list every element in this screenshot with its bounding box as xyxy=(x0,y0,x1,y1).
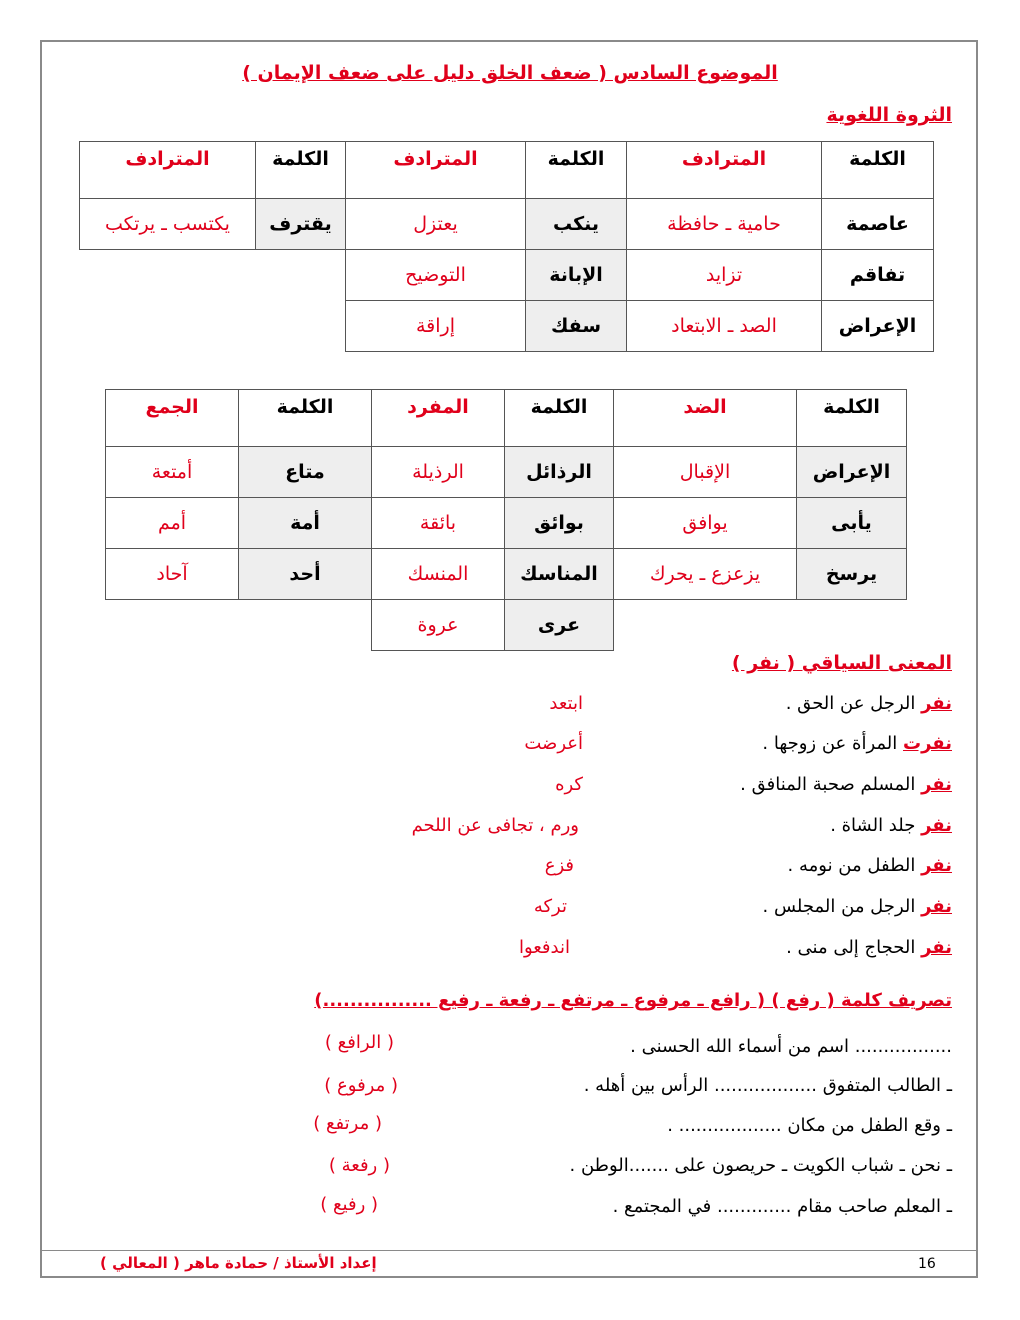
conjugation-answer: ( رفعة ) xyxy=(328,1155,390,1176)
table-row xyxy=(106,549,907,600)
context-sentence: نفرت المرأة عن زوجها . xyxy=(762,733,952,754)
word-cell: الرذائل xyxy=(505,447,614,498)
word-cell: بوائق xyxy=(505,498,614,549)
context-sentence: نفر الحجاج إلى منى . xyxy=(786,937,952,958)
header-plural: الجمع xyxy=(106,390,239,447)
word-cell: أمة xyxy=(239,498,372,549)
plural-cell: أمم xyxy=(106,498,239,549)
synonym-cell: التوضيح xyxy=(346,250,526,301)
context-meaning: كره xyxy=(555,774,583,795)
word-cell: المناسك xyxy=(505,549,614,600)
conjugation-sentence: ................. اسم من أسماء الله الحسنى . xyxy=(630,1036,952,1057)
table-row xyxy=(80,301,934,352)
word-cell: عاصمة xyxy=(822,199,934,250)
header-synonym: المترادف xyxy=(346,142,526,199)
opposites-table xyxy=(105,389,907,651)
word-cell: تفاقم xyxy=(822,250,934,301)
table-row xyxy=(106,498,907,549)
conjugation-sentence: ـ نحن ـ شباب الكويت ـ حريصون على .......الوطن . xyxy=(569,1155,952,1176)
table-row xyxy=(80,250,934,301)
table-header-row xyxy=(106,390,907,447)
singular-cell: المنسك xyxy=(372,549,505,600)
word-cell: سفك xyxy=(526,301,627,352)
page-number: 16 xyxy=(918,1256,936,1272)
context-meaning: تركه xyxy=(533,896,567,917)
synonyms-table xyxy=(79,141,934,352)
context-meaning: ورم ، تجافى عن اللحم xyxy=(411,815,579,836)
synonym-cell: إراقة xyxy=(346,301,526,352)
context-meaning: فزع xyxy=(544,855,574,876)
conjugation-answer: ( رفيع ) xyxy=(320,1194,378,1215)
word-cell: أحد xyxy=(239,549,372,600)
header-synonym: المترادف xyxy=(80,142,256,199)
context-meaning: ابتعد xyxy=(549,693,583,714)
synonym-cell: حامية ـ حافظة xyxy=(627,199,822,250)
opposite-cell: الإقبال xyxy=(614,447,797,498)
context-sentence: نفر الرجل من المجلس . xyxy=(762,896,952,917)
conjugation-sentence: ـ الطالب المتفوق .................. الرأس بين أهله . xyxy=(583,1075,952,1096)
synonym-cell: يعتزل xyxy=(346,199,526,250)
footer-divider xyxy=(42,1250,976,1251)
context-heading: المعنى السياقي ( نفر ) xyxy=(731,652,952,674)
synonym-cell: يكتسب ـ يرتكب xyxy=(80,199,256,250)
context-sentence: نفر الرجل عن الحق . xyxy=(785,693,952,714)
context-sentence: نفر الطفل من نومه . xyxy=(787,855,952,876)
conjugation-heading: تصريف كلمة ( رفع ) ( رافع ـ مرفوع ـ مرتفع ـ رفعة ـ رفيع ................) xyxy=(314,990,952,1011)
header-word: الكلمة xyxy=(797,390,907,447)
singular-cell: الرذيلة xyxy=(372,447,505,498)
word-cell: يقترف xyxy=(256,199,346,250)
opposite-cell: يزعزع ـ يحرك xyxy=(614,549,797,600)
footer-author: إعداد الأستاذ / حمادة ماهر ( المعالي ) xyxy=(100,1254,377,1272)
word-cell: يرسخ xyxy=(797,549,907,600)
plural-cell: أمتعة xyxy=(106,447,239,498)
header-synonym: المترادف xyxy=(627,142,822,199)
header-word: الكلمة xyxy=(505,390,614,447)
conjugation-answer: ( مرفوع ) xyxy=(324,1075,398,1096)
synonym-cell: الصد ـ الابتعاد xyxy=(627,301,822,352)
synonym-cell: تزايد xyxy=(627,250,822,301)
context-meaning: أعرضت xyxy=(524,733,583,754)
header-word: الكلمة xyxy=(822,142,934,199)
header-word: الكلمة xyxy=(256,142,346,199)
word-cell: ينكب xyxy=(526,199,627,250)
word-cell: الإعراض xyxy=(797,447,907,498)
singular-cell: عروة xyxy=(372,600,505,651)
conjugation-answer: ( الرافع ) xyxy=(324,1032,394,1053)
plural-cell: آحاد xyxy=(106,549,239,600)
conjugation-sentence: ـ المعلم صاحب مقام ............. في المجتمع . xyxy=(612,1196,952,1217)
conjugation-sentence: ـ وقع الطفل من مكان .................. . xyxy=(667,1115,952,1136)
header-opposite: الضد xyxy=(614,390,797,447)
table-row xyxy=(106,600,907,651)
header-word: الكلمة xyxy=(239,390,372,447)
word-cell: متاع xyxy=(239,447,372,498)
header-singular: المفرد xyxy=(372,390,505,447)
singular-cell: بائقة xyxy=(372,498,505,549)
word-cell: الإبانة xyxy=(526,250,627,301)
table-header-row xyxy=(80,142,934,199)
page-title: الموضوع السادس ( ضعف الخلق دليل على ضعف الإيمان ) xyxy=(242,62,778,84)
conjugation-answer: ( مرتفع ) xyxy=(313,1113,382,1134)
opposite-cell: يوافق xyxy=(614,498,797,549)
table-row xyxy=(106,447,907,498)
vocab-heading: الثروة اللغوية xyxy=(826,104,952,126)
table-row xyxy=(80,199,934,250)
context-meaning: اندفعوا xyxy=(518,937,570,958)
context-sentence: نفر المسلم صحبة المنافق . xyxy=(740,774,952,795)
word-cell: الإعراض xyxy=(822,301,934,352)
word-cell: يأبى xyxy=(797,498,907,549)
context-sentence: نفر جلد الشاة . xyxy=(830,815,952,836)
word-cell: عرى xyxy=(505,600,614,651)
header-word: الكلمة xyxy=(526,142,627,199)
